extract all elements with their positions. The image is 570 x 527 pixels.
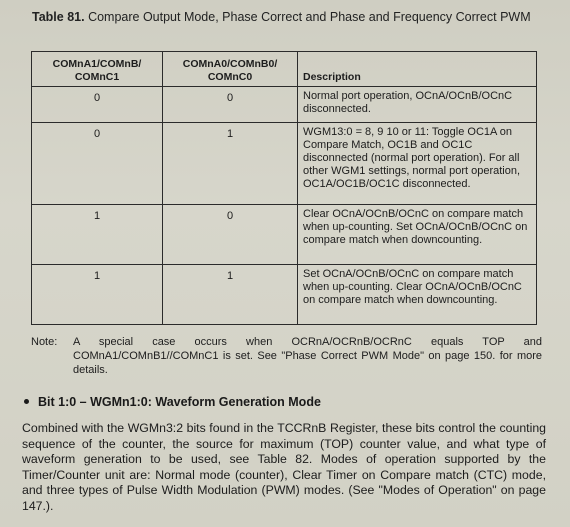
table-caption — [32, 10, 552, 25]
cell-description: Set OCnA/OCnB/OCnC on compare match when up-counting. Clear OCnA/OCnB/OCnC on compare match when downcounting. — [298, 265, 537, 325]
cell-com1: 1 — [32, 265, 163, 325]
table-header-row — [32, 52, 537, 87]
table-row — [32, 265, 537, 325]
cell-description: WGM13:0 = 8, 9 10 or 11: Toggle OC1A on Compare Match, OC1B and OC1C disconnected (normal port operation). For all other WGM1 settings, normal port operation, OC1A/OC1B/OC1C disconnected. — [298, 123, 537, 205]
table-row — [32, 205, 537, 265]
cell-com0: 0 — [163, 87, 298, 123]
header-com0: COMnA0/COMnB0/ COMnC0 — [163, 52, 298, 87]
section-paragraph: Combined with the WGMn3:2 bits found in the TCCRnB Register, these bits control the counting sequence of the counter, the source for maximum (TOP) counter value, and what type of waveform generation to be used, see Table 82. Modes of operation supported by the Timer/Counter unit are: Normal mode (counter), Clear Timer on Compare match (CTC) mode, and three types of Pulse Width Modulation (PWM) modes. (See "Modes of Operation" on page 147.). — [22, 421, 546, 513]
table-row — [32, 87, 537, 123]
bullet-icon — [24, 399, 29, 404]
table-note — [31, 335, 542, 377]
header-com1: COMnA1/COMnB/ COMnC1 — [32, 52, 163, 87]
note-label: Note: — [31, 336, 58, 348]
cell-description: Clear OCnA/OCnB/OCnC on compare match when up-counting. Set OCnA/OCnB/OCnC on compare match when downcounting. — [298, 205, 537, 265]
cell-com1: 1 — [32, 205, 163, 265]
section-heading — [24, 395, 321, 409]
cell-com0: 0 — [163, 205, 298, 265]
cell-com0: 1 — [163, 123, 298, 205]
table-row — [32, 123, 537, 205]
cell-com1: 0 — [32, 87, 163, 123]
table-title: Compare Output Mode, Phase Correct and Phase and Frequency Correct PWM — [88, 10, 531, 24]
note-text: A special case occurs when OCRnA/OCRnB/OCRnC equals TOP and COMnA1/COMnB1//COMnC1 is set. See "Phase Correct PWM Mode" on page 150. for more details. — [73, 336, 542, 376]
compare-output-mode-table — [31, 51, 537, 325]
cell-com0: 1 — [163, 265, 298, 325]
cell-description: Normal port operation, OCnA/OCnB/OCnC disconnected. — [298, 87, 537, 123]
cell-com1: 0 — [32, 123, 163, 205]
table-number: Table 81. — [32, 10, 85, 24]
section-heading-text: Bit 1:0 – WGMn1:0: Waveform Generation Mode — [38, 395, 321, 409]
header-description: Description — [298, 52, 537, 87]
